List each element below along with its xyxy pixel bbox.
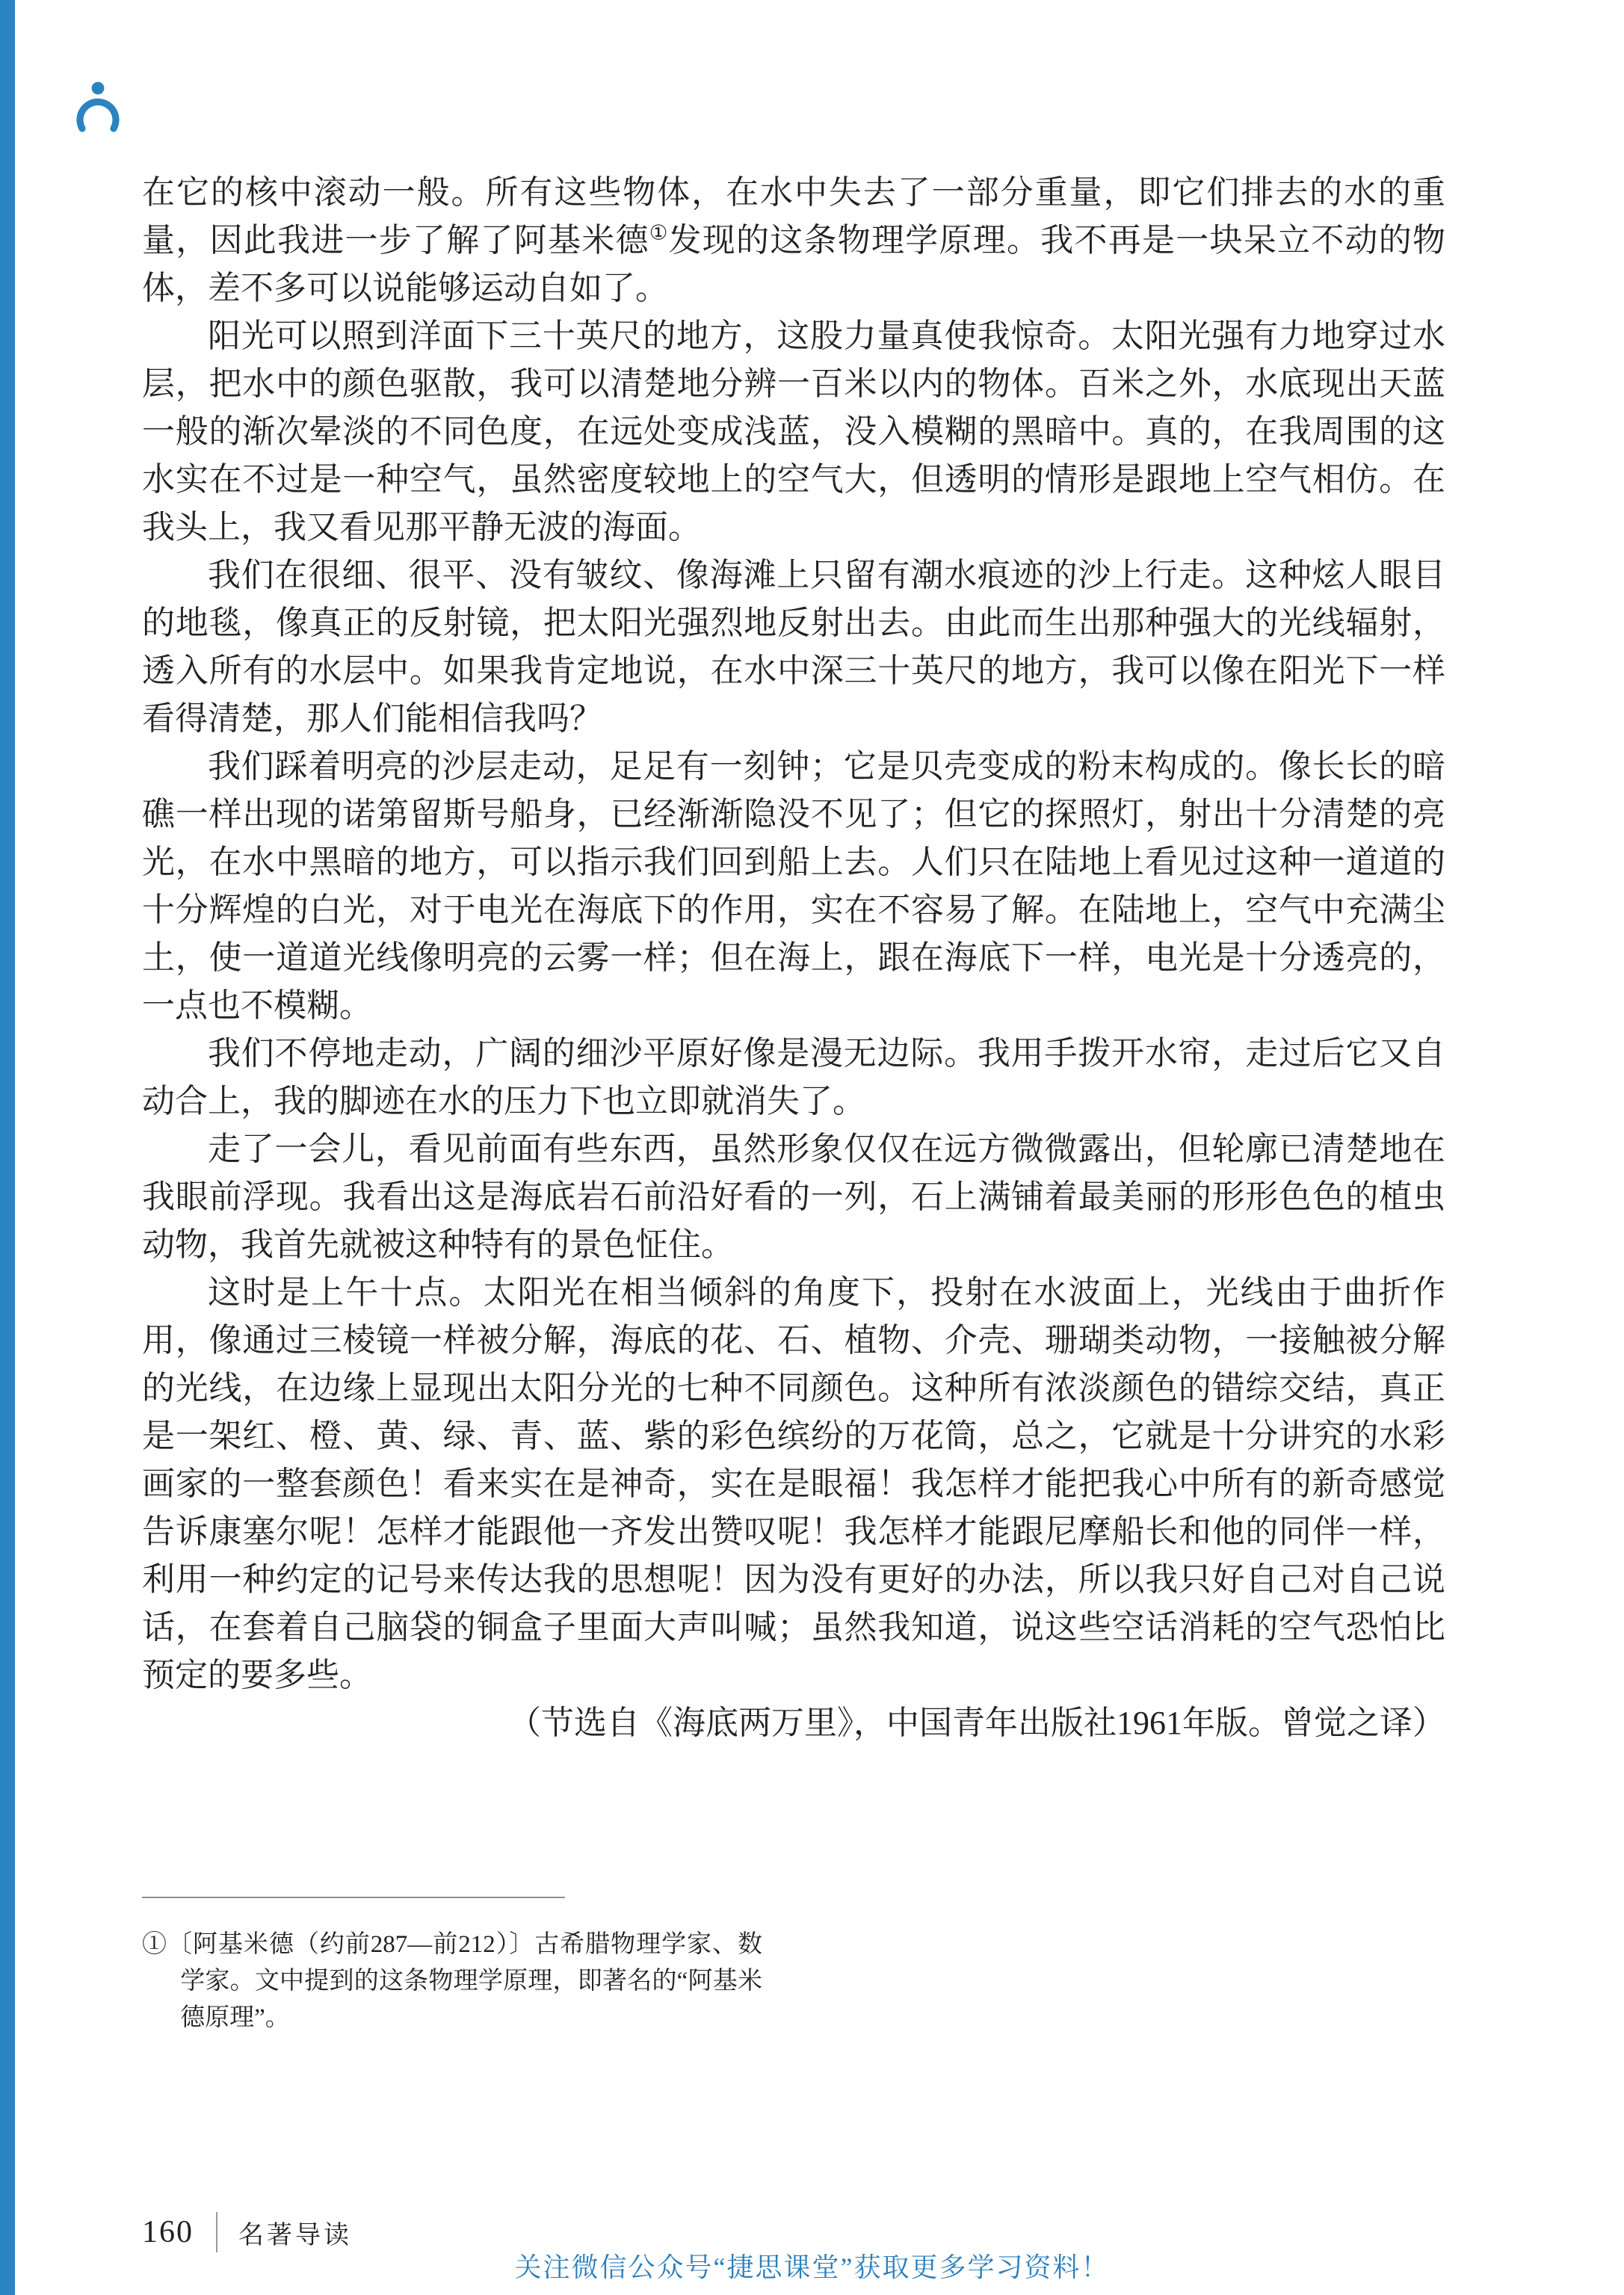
body-paragraph: 我们踩着明亮的沙层走动，足足有一刻钟；它是贝壳变成的粉末构成的。像长长的暗礁一样出现的诺第留斯号船身，已经渐渐隐没不见了；但它的探照灯，射出十分清楚的亮光，在水中黑暗的地方，可以指示我们回到船上去。人们只在陆地上看见过这种一道道的十分辉煌的白光，对于电光在海底下的作用，实在不容易了解。在陆地上，空气中充满尘土，使一道道光线像明亮的云雾一样；但在海上，跟在海底下一样，电光是十分透亮的，一点也不模糊。 (142, 748, 1445, 1024)
footnote-marker: ① (142, 1931, 167, 1958)
body-paragraph: 我们在很细、很平、没有皱纹、像海滩上只留有潮水痕迹的沙上行走。这种炫人眼目的地毯，像真正的反射镜，把太阳光强烈地反射出去。由此而生出那种强大的光线辐射，透入所有的水层中。如果我肯定地说，在水中深三十英尺的地方，我可以像在阳光下一样看得清楚，那人们能相信我吗？ (142, 557, 1445, 737)
body-paragraph: 这时是上午十点。太阳光在相当倾斜的角度下，投射在水波面上，光线由于曲折作用，像通过三棱镜一样被分解，海底的花、石、植物、介壳、珊瑚类动物，一接触被分解的光线，在边缘上显现出太阳分光的七种不同颜色。这种所有浓淡颜色的错综交结，真正是一架红、橙、黄、绿、青、蓝、紫的彩色缤纷的万花筒，总之，它就是十分讲究的水彩画家的一整套颜色！看来实在是神奇，实在是眼福！我怎样才能把我心中所有的新奇感觉告诉康塞尔呢！怎样才能跟他一齐发出赞叹呢！我怎样才能跟尼摩船长和他的同伴一样，利用一种约定的记号来传达我的思想呢！因为没有更好的办法，所以我只好自己对自己说话，在套着自己脑袋的铜盒子里面大声叫喊；虽然我知道，说这些空话消耗的空气恐怕比预定的要多些。 (142, 1274, 1445, 1693)
footnote-reference-marker: ① (649, 221, 669, 244)
section-title: 名著导读 (238, 2221, 352, 2249)
opening-text-after-footnote-ref: 发现的这条物理学原理。我不再是一块呆立不动的物体，差不多可以说能够运动自如了。 (142, 222, 1446, 306)
wechat-promo-text: 关注微信公众号“捷思课堂”获取更多学习资料！ (514, 2252, 1110, 2282)
body-paragraph: 阳光可以照到洋面下三十英尺的地方，这股力量真使我惊奇。太阳光强有力地穿过水层，把水中的颜色驱散，我可以清楚地分辨一百米以内的物体。百米之外，水底现出天蓝一般的渐次晕淡的不同色度，在远处变成浅蓝，没入模糊的黑暗中。真的，在我周围的这水实在不过是一种空气，虽然密度较地上的空气大，但透明的情形是跟地上空气相仿。在我头上，我又看见那平静无波的海面。 (142, 318, 1445, 546)
footnote-body: 〔阿基米德（约前287—前212）〕古希腊物理学家、数学家。文中提到的这条物理学原理，即著名的“阿基米德原理”。 (167, 1931, 763, 2031)
attribution-line: （节选自《海底两万里》，中国青年出版社1961年版。曾觉之译） (508, 1705, 1445, 1741)
publisher-reader-logo-svg (73, 75, 123, 135)
body-paragraph-opening (142, 169, 1445, 312)
opening-text-before-footnote-ref: 在它的核中滚动一般。所有这些物体，在水中失去了一部分重量，即它们排去的水的重量，因此我进一步了解了阿基米德 (142, 174, 1445, 259)
body-paragraph: 走了一会儿，看见前面有些东西，虽然形象仅仅在远方微微露出，但轮廓已清楚地在我眼前浮现。我看出这是海底岩石前沿好看的一列，石上满铺着最美丽的形形色色的植虫动物，我首先就被这种特有的景色怔住。 (142, 1131, 1445, 1263)
footnote-divider-rule (142, 1897, 565, 1898)
footnote-block (142, 1897, 762, 2036)
page-edge-accent-bar (0, 0, 15, 2295)
body-paragraph: 我们不停地走动，广阔的细沙平原好像是漫无边际。我用手拨开水帘，走过后它又自动合上，我的脚迹在水的压力下也立即就消失了。 (142, 1035, 1445, 1119)
footnote-text (142, 1927, 762, 2036)
page-number: 160 (142, 2215, 194, 2249)
body-text-block (142, 169, 1445, 1747)
publisher-reader-logo-icon (73, 75, 123, 135)
